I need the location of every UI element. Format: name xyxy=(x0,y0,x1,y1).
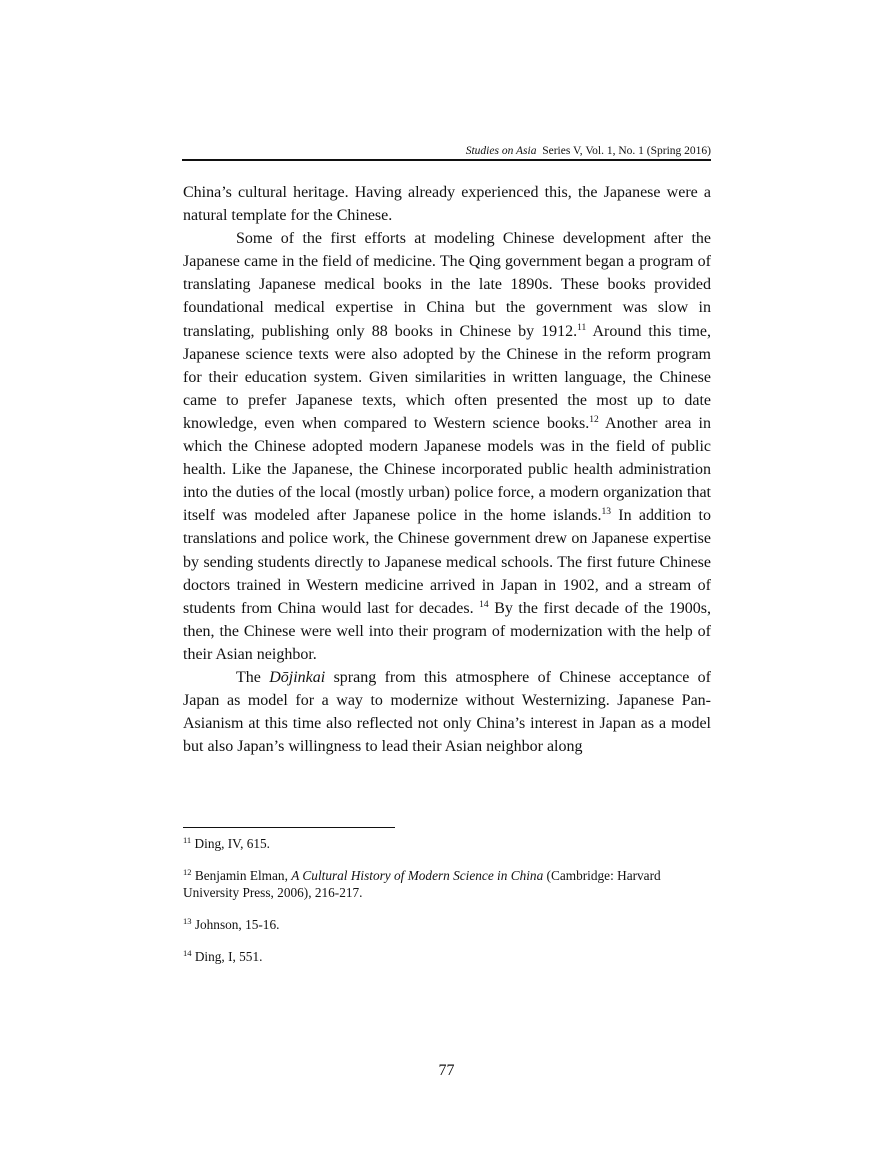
footnote-11 xyxy=(183,835,711,852)
page-number: 77 xyxy=(438,1062,455,1079)
header-rule xyxy=(182,159,711,161)
footnote-text: Johnson, 15-16. xyxy=(194,917,280,932)
footnote-number: 13 xyxy=(183,916,192,926)
paragraph-1: China’s cultural heritage. Having already experienced this, the Japanese were a natural template for the Chinese. xyxy=(183,184,711,225)
footnote-ref-14[interactable]: 14 xyxy=(479,599,489,610)
footnote-number: 11 xyxy=(183,835,192,845)
footnote-text: Ding, I, 551. xyxy=(194,949,263,964)
paragraph-3 xyxy=(183,666,711,758)
text-segment: Around this time, Japanese science texts were also adopted by the Chinese in the reform program for their education system. Given similarities in written language, the Chinese came to prefer Japanese texts, which often presented the most up to date knowledge, even when compared to Western science books. xyxy=(183,322,711,432)
text-segment: In addition to translations and police work, the Chinese government drew on Japanese expertise by sending students directly to Japanese medical schools. The first future Chinese doctors trained in Western medicine arrived in Japan in 1902, and a stream of students from China would last for decades. xyxy=(183,507,711,617)
footnote-ref-12[interactable]: 12 xyxy=(589,414,599,425)
footnote-ref-11[interactable]: 11 xyxy=(577,322,587,333)
footnote-14 xyxy=(183,948,711,965)
italic-term: Dōjinkai xyxy=(269,668,326,686)
footnote-separator xyxy=(183,827,395,828)
text-segment: Some of the first efforts at modeling Chinese development after the Japanese came in the field of medicine. The Qing government began a program of translating Japanese medical books in the late 1890s. These books provided foundational medical expertise in China but the government was slow in translating, publishing only 88 books in Chinese by 1912. xyxy=(183,230,711,340)
text-segment: The xyxy=(236,668,270,686)
text-segment: Another area in which the Chinese adopted modern Japanese models was in the field of public health. Like the Japanese, the Chinese incorporated public health administration into the duties of the local (mostly urban) police force, a modern organization that itself was modeled after Japanese police in the home islands. xyxy=(183,414,712,525)
footnote-text: Benjamin Elman, xyxy=(194,868,292,883)
footnote-text: (Cambridge: Harvard University Press, 2006), 216-217. xyxy=(183,868,661,900)
issue-info: Series V, Vol. 1, No. 1 (Spring 2016) xyxy=(542,145,711,157)
footnote-number: 12 xyxy=(183,867,192,877)
footnote-ref-13[interactable]: 13 xyxy=(601,507,612,518)
footnote-number: 14 xyxy=(183,948,192,958)
journal-title: Studies on Asia xyxy=(465,145,537,157)
footnote-text: Ding, IV, 615. xyxy=(194,836,270,851)
book-title: A Cultural History of Modern Science in China xyxy=(291,868,544,883)
footnotes xyxy=(183,835,711,980)
body-text xyxy=(183,181,711,758)
footnote-12 xyxy=(183,867,711,901)
text-segment: By the first decade of the 1900s, then, the Chinese were well into their program of modernization with the help of their Asian neighbor. xyxy=(183,599,712,663)
text-segment: sprang from this atmosphere of Chinese acceptance of Japan as model for a way to modernize without Westernizing. Japanese Pan-Asianism at this time also reflected not only China’s interest in Japan as a model but also Japan’s willingness to lead their Asian neighbor along xyxy=(183,668,712,756)
footnote-13 xyxy=(183,916,711,933)
paragraph-2 xyxy=(183,227,711,666)
running-header xyxy=(182,144,711,158)
